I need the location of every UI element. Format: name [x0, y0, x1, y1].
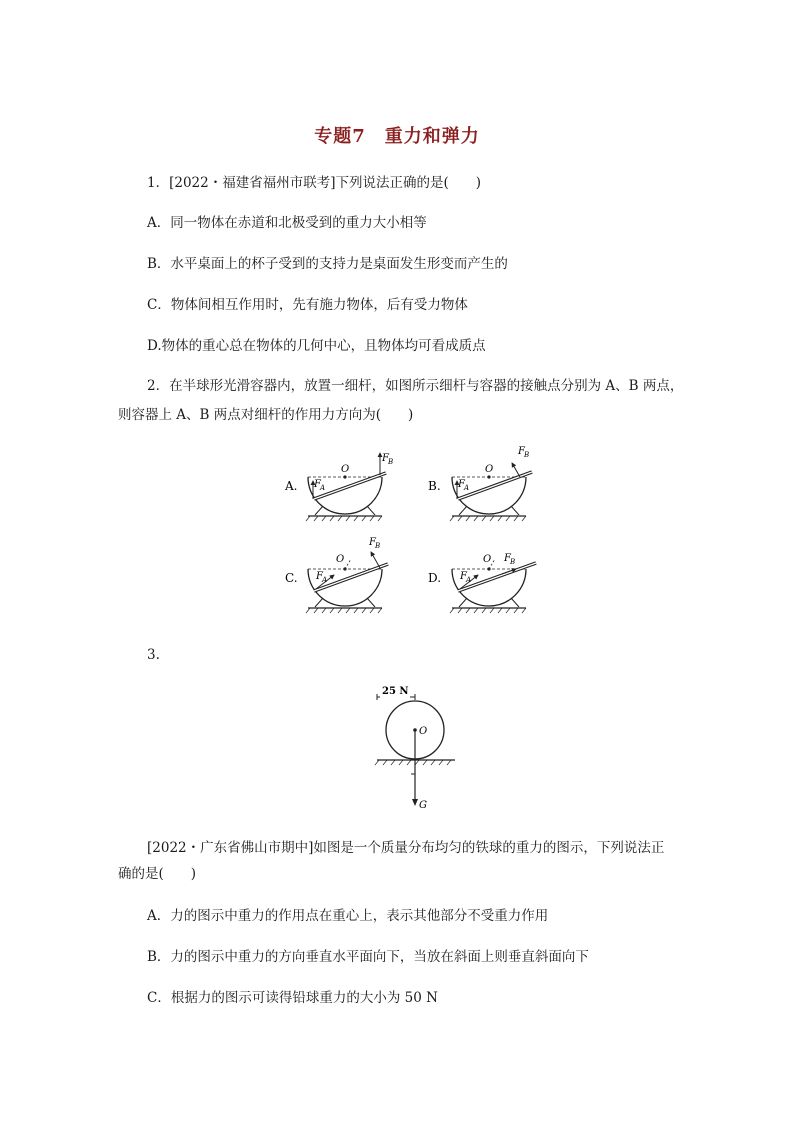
- q1-option-a: A．同一物体在赤道和北极受到的重力大小相等: [147, 215, 427, 231]
- svg-text:F: F: [460, 571, 467, 582]
- panel-d-label: D.: [428, 571, 442, 585]
- q2-figure: [280, 445, 550, 625]
- q3-stem-line1: [2022・广东省佛山市期中]如图是一个质量分布均匀的铁球的重力的图示，下列说法正: [147, 840, 665, 856]
- panel-b-label: B.: [428, 479, 441, 493]
- svg-text:F: F: [518, 446, 525, 457]
- q2-panel-a: [284, 453, 393, 521]
- q2-stem-line1: 2．在半球形光滑容器内，放置一细杆，如图所示细杆与容器的接触点分别为 A、B 两点，: [147, 378, 684, 394]
- q1-option-b: B．水平桌面上的杯子受到的支持力是桌面发生形变而产生的: [147, 256, 508, 272]
- svg-text:O: O: [336, 554, 345, 565]
- svg-text:B: B: [375, 542, 381, 550]
- q3-figure: [355, 682, 455, 812]
- q3-number: 3.: [147, 647, 160, 663]
- q2-panel-b: [428, 446, 532, 521]
- q3-option-b: B．力的图示中重力的方向垂直水平面向下，当放在斜面上则垂直斜面向下: [147, 949, 589, 965]
- q2-panel-d: [428, 553, 536, 613]
- svg-text:O: O: [419, 726, 428, 737]
- svg-text:B: B: [388, 458, 394, 466]
- q3-option-a: A．力的图示中重力的作用点在重心上，表示其他部分不受重力作用: [147, 908, 549, 924]
- svg-text:F: F: [314, 479, 321, 490]
- svg-text:B: B: [510, 558, 516, 566]
- q2-stem-line2: 则容器上 A、B 两点对细杆的作用力方向为( ): [118, 407, 414, 423]
- q3-stem-line2: 确的是( ): [118, 866, 197, 882]
- page-title: 专题7 重力和弹力: [314, 126, 480, 147]
- svg-text:O: O: [483, 554, 492, 565]
- svg-text:F: F: [382, 453, 389, 464]
- q3-option-c: C．根据力的图示可读得铅球重力的大小为 50 N: [147, 990, 438, 1006]
- q1-option-c: C．物体间相互作用时，先有施力物体，后有受力物体: [147, 297, 468, 313]
- panel-a-label: A.: [285, 479, 298, 493]
- panel-c-label: C.: [285, 571, 298, 585]
- svg-text:A: A: [320, 484, 326, 492]
- svg-text:F: F: [504, 553, 511, 564]
- svg-text:A: A: [322, 576, 328, 584]
- svg-text:O: O: [485, 464, 494, 475]
- svg-text:F: F: [316, 571, 323, 582]
- svg-text:F: F: [369, 537, 376, 548]
- svg-text:A: A: [466, 576, 472, 584]
- scale-label: 25 N: [382, 686, 409, 697]
- q1-option-d: D.物体的重心总在物体的几何中心，且物体均可看成质点: [147, 338, 486, 354]
- svg-text:O: O: [341, 464, 350, 475]
- q2-panel-c: [285, 537, 388, 613]
- svg-text:B: B: [524, 451, 530, 459]
- svg-text:F: F: [458, 479, 465, 490]
- q1-stem: 1．[2022・福建省福州市联考]下列说法正确的是( ): [147, 175, 482, 191]
- svg-text:G: G: [419, 800, 427, 811]
- svg-text:A: A: [464, 484, 470, 492]
